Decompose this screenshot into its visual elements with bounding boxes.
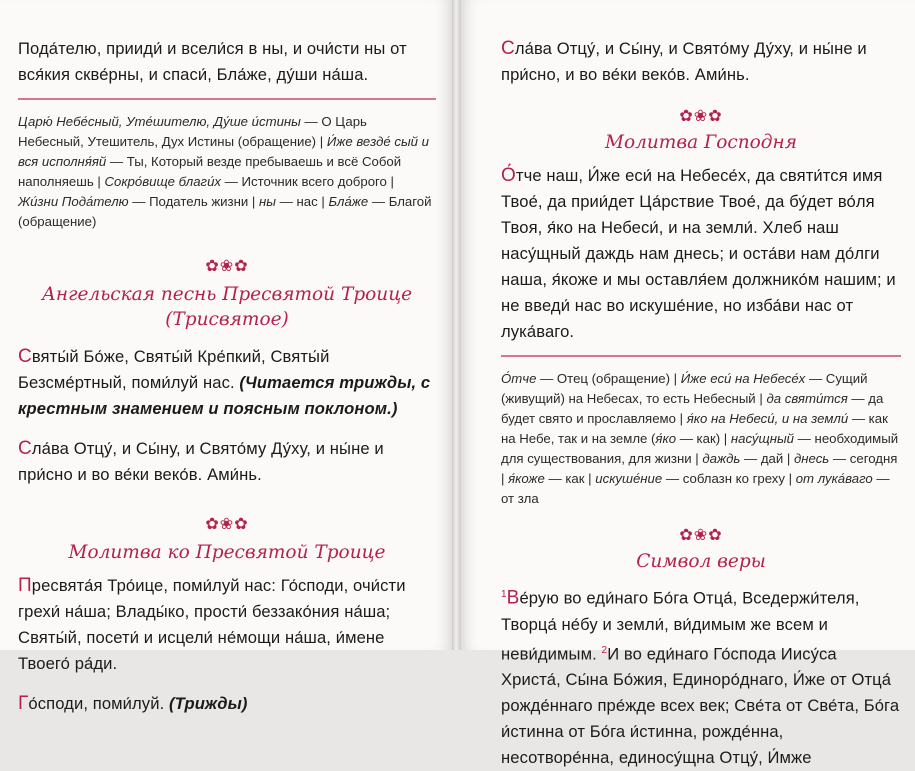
section-title: Ангельская песнь Пресвятой Троице (Трисвятое) xyxy=(41,284,413,330)
glossary-definition: — Благой (обращение) xyxy=(18,194,432,229)
glossary-term: Сокро́вище благи́х xyxy=(104,174,221,189)
glossary-term: искуше́ние xyxy=(595,471,663,486)
glossary-term: Жи́зни Пода́телю xyxy=(18,194,129,209)
glossary-term: я́ко xyxy=(655,431,677,446)
glossary-definition: — Сущий (живущий) на Небесах, то есть Небесный | xyxy=(501,371,868,406)
prayer-text: о́споди, поми́луй. xyxy=(28,694,165,713)
prayer-paragraph xyxy=(18,691,436,717)
prayer-paragraph xyxy=(501,582,901,771)
section-title: Молитва Господня xyxy=(605,132,797,153)
verse-number: 2 xyxy=(601,644,608,656)
left-page xyxy=(0,0,452,714)
section-title: Символ веры xyxy=(636,551,766,572)
prayer-paragraph xyxy=(501,163,901,345)
glossary-definition: — дай | xyxy=(740,451,794,466)
ornament-icon: ✿❀✿ xyxy=(205,258,249,275)
ornament-icon: ✿❀✿ xyxy=(679,108,723,125)
prayer-text: вяты́й Бо́же, Святы́й Кре́пкий, Святы́й Безсме́ртный, поми́луй нас. xyxy=(18,347,330,392)
glossary-term: я́ко на Небеси́, и на земли́ xyxy=(686,411,849,426)
glossary-term: Царю́ Небе́сный, Уте́шителю, Ду́ше и́стины xyxy=(18,114,301,129)
glossary-definition: — как на Небе, так и на земле ( xyxy=(501,411,888,446)
right-page xyxy=(461,0,915,768)
glossary-definition: — необходимый для существования, для жизни | xyxy=(501,431,899,466)
glossary-term: И́же еси́ на Небесе́х xyxy=(680,371,806,386)
divider-line xyxy=(501,355,901,357)
glossary-term: О́тче xyxy=(501,371,537,386)
rubric-note: (Читается трижды, с крестным знамением и поясным поклоном.) xyxy=(18,373,431,418)
glossary-definition: — соблазн ко греху | xyxy=(662,471,796,486)
glossary-term: насу́щный xyxy=(730,431,795,446)
drop-cap: П xyxy=(18,575,32,596)
glossary-note xyxy=(501,369,901,509)
prayer-text: ресвята́я Тро́ице, поми́луй нас: Го́споди, очи́сти грехи́ на́ша; Влады́ко, прости́ беззако́ния на́ша; Святы́й, посети́ и исцели́ не́мощи на́ша, и́мене Твоего́ ра́ди. xyxy=(18,576,406,673)
glossary-definition: — Отец (обращение) | xyxy=(536,371,681,386)
glossary-definition: — Ты, Который везде пребываешь и всё Собой наполняешь | xyxy=(18,154,402,189)
glossary-definition: — Податель жизни | xyxy=(128,194,259,209)
glossary-definition: — от зла xyxy=(501,471,890,506)
glossary-definition: — Источник всего доброго | xyxy=(221,174,394,189)
glossary-note xyxy=(18,112,436,232)
ornament-icon: ✿❀✿ xyxy=(205,516,249,533)
drop-cap: Г xyxy=(18,693,29,714)
prayer-text: тче наш, И́же еси́ на Небесе́х, да святи́тся имя Твое́, да прии́дет Ца́рствие Твое́, да бу́дет во́ля Твоя, я́ко на Небеси́, и на земли́. Хлеб наш насу́щный даждь нам днесь; и оста́ви нам до́лги наша, я́коже и мы оставля́ем должнико́м нашим; и не введи́ нас во искуше́ние, но изба́ви нас от лука́ваго. xyxy=(501,166,896,341)
glossary-term: Бла́же xyxy=(328,194,369,209)
prayer-text: е́рую во еди́наго Бо́га Отца́, Вседержи́теля, Творца́ не́бу и земли́, ви́димым же всем и неви́димым. xyxy=(501,588,860,664)
glossary-term: даждь xyxy=(702,451,741,466)
glossary-definition: — как) | xyxy=(676,431,731,446)
verse-number: 1 xyxy=(501,589,507,600)
glossary-term: днесь xyxy=(793,451,830,466)
prayer-paragraph xyxy=(501,36,901,88)
rubric-note: (Трижды) xyxy=(169,694,248,713)
drop-cap: С xyxy=(18,346,32,367)
glossary-term: я́коже xyxy=(508,471,545,486)
drop-cap: С xyxy=(18,438,32,459)
glossary-term: от лука́ваго xyxy=(795,471,873,486)
glossary-term: И́же везде́ сый и вся исполня́яй xyxy=(18,134,430,169)
prayer-paragraph: Пода́телю, прииди́ и всели́ся в ны, и очи́сти ны от вся́кия скве́рны, и спаси́, Бла́же, ду́ши на́ша. xyxy=(18,39,407,84)
glossary-term: да святи́тся xyxy=(766,391,848,406)
prayer-paragraph xyxy=(18,436,436,488)
prayer-text: ла́ва Отцу́, и Сы́ну, и Свято́му Ду́ху, и ны́не и при́сно и во ве́ки веко́в. Ами́нь. xyxy=(18,439,384,484)
glossary-definition: — нас | xyxy=(275,194,329,209)
prayer-text: И во еди́наго Го́спода Иису́са Христа́, Сы́на Бо́жия, Единоро́днаго, И́же от Отца́ рожде́ннаго пре́жде всех век; Све́та от Све́та, Бо́га и́стинна от Бо́га и́стинна, рожде́нна, несотворе́нна, единосу́щна Отцу́, И́мже xyxy=(501,644,900,768)
glossary-definition: — да будет свято и прославляемо | xyxy=(501,391,884,426)
section-title: Молитва ко Пресвятой Троице xyxy=(68,542,386,563)
glossary-definition: — как | xyxy=(544,471,596,486)
drop-cap: О́ xyxy=(501,165,516,186)
glossary-definition: — О Царь Небесный, Утешитель, Дух Истины (обращение) | xyxy=(18,114,367,149)
prayer-paragraph xyxy=(18,573,436,677)
glossary-term: ны xyxy=(259,194,276,209)
book-gutter xyxy=(452,0,461,650)
prayer-text: ла́ва Отцу́, и Сы́ну, и Свято́му Ду́ху, и ны́не и при́сно, и во ве́ки веко́в. Ами́нь. xyxy=(501,39,867,84)
drop-cap: В xyxy=(506,587,520,609)
ornament-icon: ✿❀✿ xyxy=(679,527,723,544)
glossary-definition: — сегодня | xyxy=(501,451,898,486)
prayer-paragraph xyxy=(18,344,436,422)
divider-line xyxy=(18,98,436,100)
drop-cap: С xyxy=(501,38,515,59)
